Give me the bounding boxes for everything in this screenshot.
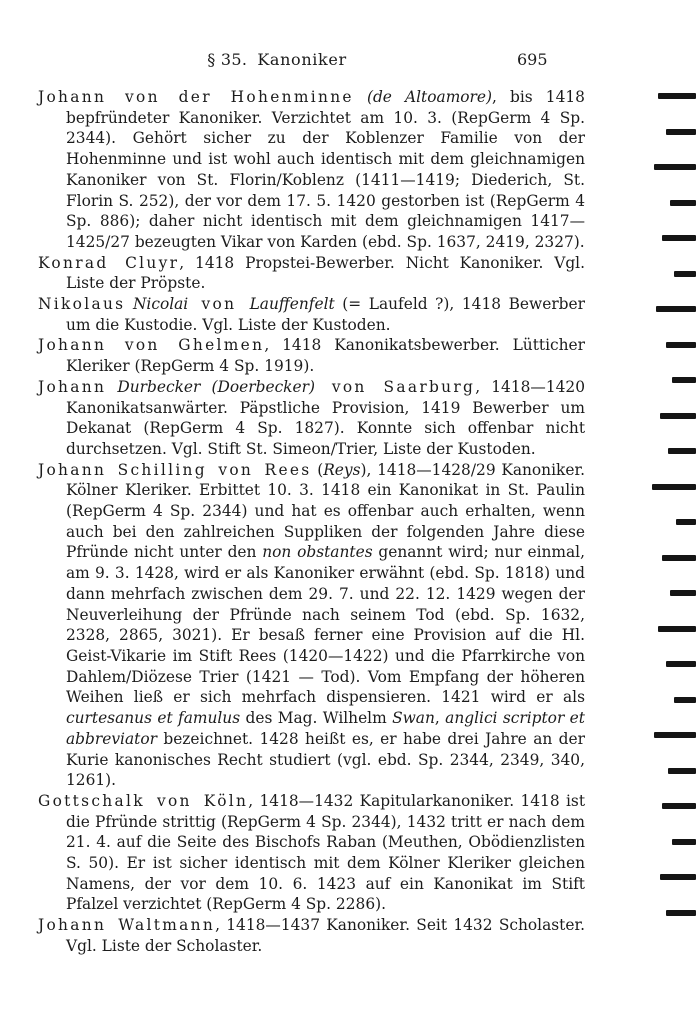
canon-entry bbox=[38, 460, 585, 791]
text-segment: , bbox=[434, 709, 446, 728]
text-segment: curtesanus et famulus bbox=[66, 709, 241, 728]
text-segment: , 1418—1432 Kapitularkanoniker. 1418 ist die Pfründe strittig (RepGerm 4 Sp. 2344), 1432 tritt er nach dem 21. 4. auf die Seite des Bischofs Raban (Meuthen, Obödienzlisten S. 50). Er ist sicher identisch mit dem Kölner Kleriker gleichen Namens, der vor dem 10. 6. 1423 auf ein Kanonikat im Stift Pfalzel verzichtet (RepGerm 4 Sp. 2286). bbox=[66, 791, 586, 914]
text-segment: Johann bbox=[38, 377, 107, 396]
text-segment: bezeichnet. 1428 heißt es, er habe drei Jahre an der Kurie kanonisches Recht studiert (vgl. ebd. Sp. 2344, 2349, 340, 1261). bbox=[66, 729, 585, 790]
text-segment: Johann Schilling von Rees bbox=[38, 460, 312, 479]
canon-entry bbox=[38, 791, 585, 915]
text-segment: Lauffenfelt bbox=[249, 295, 335, 314]
text-segment: , 1418 Propstei-Bewerber. Nicht Kanoniker. Vgl. Liste der Pröpste. bbox=[66, 253, 585, 293]
scan-artifact-mark bbox=[668, 768, 696, 774]
scan-artifact-mark bbox=[676, 519, 696, 525]
text-segment: von Saarburg bbox=[314, 377, 476, 396]
text-segment: Nikolaus bbox=[38, 295, 126, 314]
scan-artifact-mark bbox=[672, 839, 696, 845]
text-segment bbox=[106, 378, 117, 396]
canon-entry bbox=[38, 87, 585, 253]
scan-artifact-mark bbox=[672, 377, 696, 383]
scan-artifact-mark bbox=[658, 93, 696, 99]
section-label: § 35. bbox=[207, 50, 248, 69]
canon-entry bbox=[38, 377, 585, 460]
scan-artifact-mark bbox=[674, 271, 696, 277]
text-segment: , 1418—1437 Kanoniker. Seit 1432 Scholaster. Vgl. Liste der Scholaster. bbox=[66, 916, 586, 955]
text-segment: Konrad Cluyr bbox=[38, 253, 180, 272]
running-header-text bbox=[0, 50, 554, 69]
text-segment: non obstantes bbox=[262, 543, 373, 562]
scan-artifact-mark bbox=[652, 484, 696, 490]
page-number: 695 bbox=[517, 50, 548, 69]
text-segment: des Mag. Wilhelm bbox=[240, 709, 393, 728]
scan-artifact-mark bbox=[670, 590, 696, 596]
scan-artifact-mark bbox=[662, 235, 696, 241]
scan-artifact-mark bbox=[658, 626, 696, 632]
scan-artifact-mark bbox=[660, 874, 696, 880]
text-segment: ( bbox=[311, 460, 324, 479]
text-segment bbox=[354, 88, 367, 106]
text-segment: Nicolai bbox=[132, 295, 189, 314]
scan-artifact-mark bbox=[654, 732, 696, 738]
running-header bbox=[0, 50, 700, 74]
canon-entry bbox=[38, 294, 585, 335]
canon-entry bbox=[38, 335, 585, 376]
text-segment bbox=[125, 295, 133, 313]
scan-artifact-mark bbox=[660, 413, 696, 419]
text-segment: (de Altoamore) bbox=[366, 88, 493, 106]
text-segment: Gottschalk von Köln bbox=[38, 791, 249, 810]
text-segment: , 1418 Kanonikatsbewerber. Lütticher Kleriker (RepGerm 4 Sp. 1919). bbox=[66, 336, 585, 376]
scan-artifact-mark bbox=[666, 129, 696, 135]
text-segment: Johann von Ghelmen bbox=[38, 336, 265, 355]
scan-artifact-mark bbox=[662, 803, 696, 809]
text-segment: , 1418—1420 Kanonikatsanwärter. Päpstliche Provision, 1419 Bewerber um Dekanat (RepGerm 4 Sp. 1827). Konnte sich offenbar nicht durchsetzen. Vgl. Stift St. Simeon/Trier, Liste der Kustoden. bbox=[66, 377, 585, 458]
text-segment: (= Laufeld ?), 1418 Bewerber um die Kustodie. Vgl. Liste der Kustoden. bbox=[66, 295, 585, 334]
text-segment: Durbecker (Doerbecker) bbox=[117, 377, 315, 396]
canon-entry-list bbox=[38, 87, 585, 957]
scan-artifact-mark bbox=[666, 910, 696, 916]
scan-artifact-mark bbox=[654, 164, 696, 170]
scan-artifact-mark bbox=[662, 555, 696, 561]
text-segment: anglici scriptor et abbreviator bbox=[66, 709, 585, 748]
canon-entry bbox=[38, 915, 585, 956]
scan-artifact-mark bbox=[670, 200, 696, 206]
scan-artifact-mark bbox=[668, 448, 696, 454]
text-segment: , bis 1418 bepfründeter Kanoniker. Verzichtet am 10. 3. (RepGerm 4 Sp. 2344). Gehört sicher zu der Koblenzer Familie von der Hohenminne und ist wohl auch identisch mit dem gleichnamigen Kanoniker von St. Florin/Koblenz (1411—1419; Diederich, St. Florin S. 252), der vor dem 17. 5. 1420 gestorben ist (RepGerm 4 Sp. 886); daher nicht identisch mit dem gleichnamigen 1417—1425/27 bezeugten Vikar von Karden (ebd. Sp. 1637, 2419, 2327). bbox=[66, 88, 585, 251]
text-segment: Johann Waltmann bbox=[38, 916, 216, 935]
scan-artifact-mark bbox=[666, 342, 696, 348]
section-title: Kanoniker bbox=[257, 50, 347, 69]
canon-entry bbox=[38, 253, 585, 294]
text-segment: Johann von der Hohenminne bbox=[38, 88, 354, 106]
text-segment: Reys bbox=[323, 460, 361, 479]
scan-artifact-mark bbox=[656, 306, 696, 312]
text-segment: Swan bbox=[392, 709, 435, 728]
text-segment: genannt wird; nur einmal, am 9. 3. 1428, wird er als Kanoniker erwähnt (ebd. Sp. 1818) und dann mehrfach zwischen dem 29. 7. und 22. 12. 1429 wegen der Neuverleihung der Pfründe nach seinem Tod (ebd. Sp. 1632, 2328, 2865, 3021). Er besaß ferner eine Provision auf die Hl. Geist-Vikarie im Stift Rees (1420—1422) und die Pfarrkirche von Dahlem/Diözese Trier (1421 — Tod). Vom Empfang der höheren Weihen ließ er sich mehrfach dispensieren. 1421 wird er als bbox=[66, 543, 585, 707]
scan-artifact-mark bbox=[666, 661, 696, 667]
text-segment: ), 1418—1428/29 Kanoniker. Kölner Kleriker. Erbittet 10. 3. 1418 ein Kanonikat in St. Paulin (RepGerm 4 Sp. 2344) und hat es offenbar auch erhalten, wenn auch bei den zahlreichen Suppliken der folgenden Jahre diese Pfründe nicht unter den bbox=[66, 460, 586, 562]
text-segment: von bbox=[188, 295, 250, 314]
scan-artifact-mark bbox=[674, 697, 696, 703]
